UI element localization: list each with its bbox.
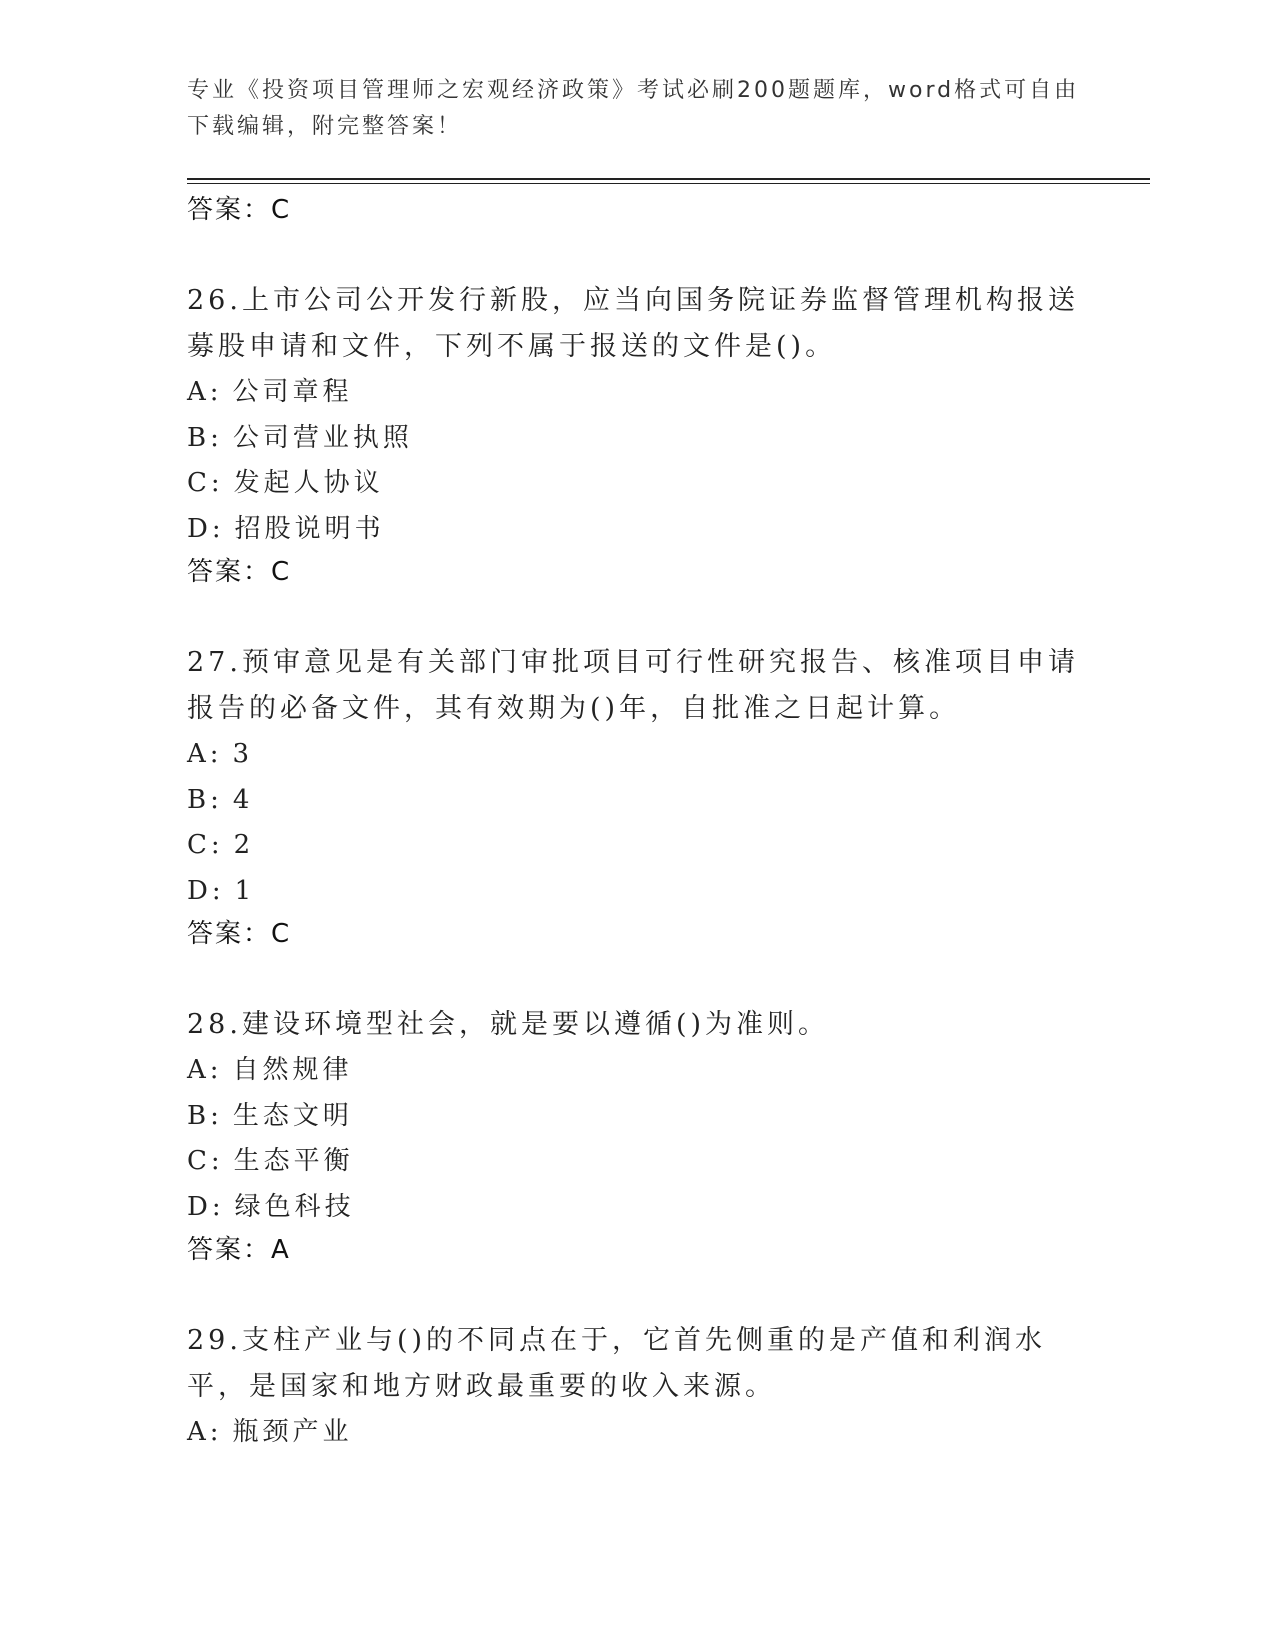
option-text: 3 bbox=[232, 739, 254, 769]
answer-line: 答案：A bbox=[187, 1235, 291, 1265]
option-letter: D: bbox=[187, 875, 225, 906]
option-text: 1 bbox=[234, 875, 256, 906]
question-item bbox=[187, 1318, 1087, 1456]
option-a bbox=[187, 732, 1087, 778]
option-letter: D: bbox=[187, 513, 225, 544]
option-b bbox=[187, 778, 1087, 824]
question-text: 27.预审意见是有关部门审批项目可行性研究报告、核准项目申请报告的必备文件，其有效期为()年，自批准之日起计算。 bbox=[187, 647, 1079, 724]
answer-line: 答案：C bbox=[187, 195, 292, 225]
option-text: 公司章程 bbox=[232, 377, 353, 407]
option-text: 招股说明书 bbox=[234, 513, 385, 544]
option-text: 公司营业执照 bbox=[232, 422, 413, 453]
document-header-intro: 专业《投资项目管理师之宏观经济政策》考试必刷200题题库，word格式可自由下载编辑，附完整答案！ bbox=[187, 78, 1080, 139]
option-text: 2 bbox=[233, 830, 255, 860]
option-d bbox=[187, 507, 1087, 553]
option-text: 瓶颈产业 bbox=[232, 1417, 353, 1447]
option-text: 发起人协议 bbox=[233, 468, 384, 498]
option-letter: A: bbox=[187, 377, 223, 407]
option-letter: B: bbox=[187, 1100, 223, 1131]
question-text: 28.建设环境型社会，就是要以遵循()为准则。 bbox=[187, 1009, 830, 1040]
question-item bbox=[187, 640, 1087, 954]
option-letter: D: bbox=[187, 1191, 225, 1222]
question-text: 29.支柱产业与()的不同点在于，它首先侧重的是产值和利润水平，是国家和地方财政最重要的收入来源。 bbox=[187, 1325, 1047, 1402]
option-letter: C: bbox=[187, 468, 224, 498]
option-letter: C: bbox=[187, 1146, 224, 1176]
option-letter: B: bbox=[187, 422, 223, 453]
option-letter: C: bbox=[187, 830, 224, 860]
option-text: 绿色科技 bbox=[234, 1191, 355, 1222]
option-a bbox=[187, 1410, 1087, 1456]
option-a bbox=[187, 1048, 1087, 1094]
question-item bbox=[187, 1002, 1087, 1270]
option-letter: B: bbox=[187, 784, 223, 815]
option-letter: A: bbox=[187, 739, 223, 769]
option-text: 4 bbox=[232, 784, 254, 815]
option-text: 生态文明 bbox=[232, 1100, 353, 1131]
option-d bbox=[187, 869, 1087, 915]
option-letter: A: bbox=[187, 1417, 223, 1447]
answer-line: 答案：C bbox=[187, 557, 292, 587]
option-c bbox=[187, 823, 1087, 869]
header-divider-thin bbox=[187, 183, 1150, 184]
option-b bbox=[187, 1094, 1087, 1140]
option-c bbox=[187, 1139, 1087, 1185]
header-divider-thick bbox=[187, 178, 1150, 180]
option-d bbox=[187, 1185, 1087, 1231]
option-c bbox=[187, 461, 1087, 507]
answer-line: 答案：C bbox=[187, 919, 292, 949]
option-text: 自然规律 bbox=[232, 1055, 353, 1085]
option-letter: A: bbox=[187, 1055, 223, 1085]
option-b bbox=[187, 416, 1087, 462]
option-a bbox=[187, 370, 1087, 416]
question-list bbox=[187, 190, 1087, 1456]
option-text: 生态平衡 bbox=[233, 1146, 354, 1176]
question-item bbox=[187, 278, 1087, 592]
question-text: 26.上市公司公开发行新股，应当向国务院证券监督管理机构报送募股申请和文件，下列不属于报送的文件是()。 bbox=[187, 285, 1079, 362]
